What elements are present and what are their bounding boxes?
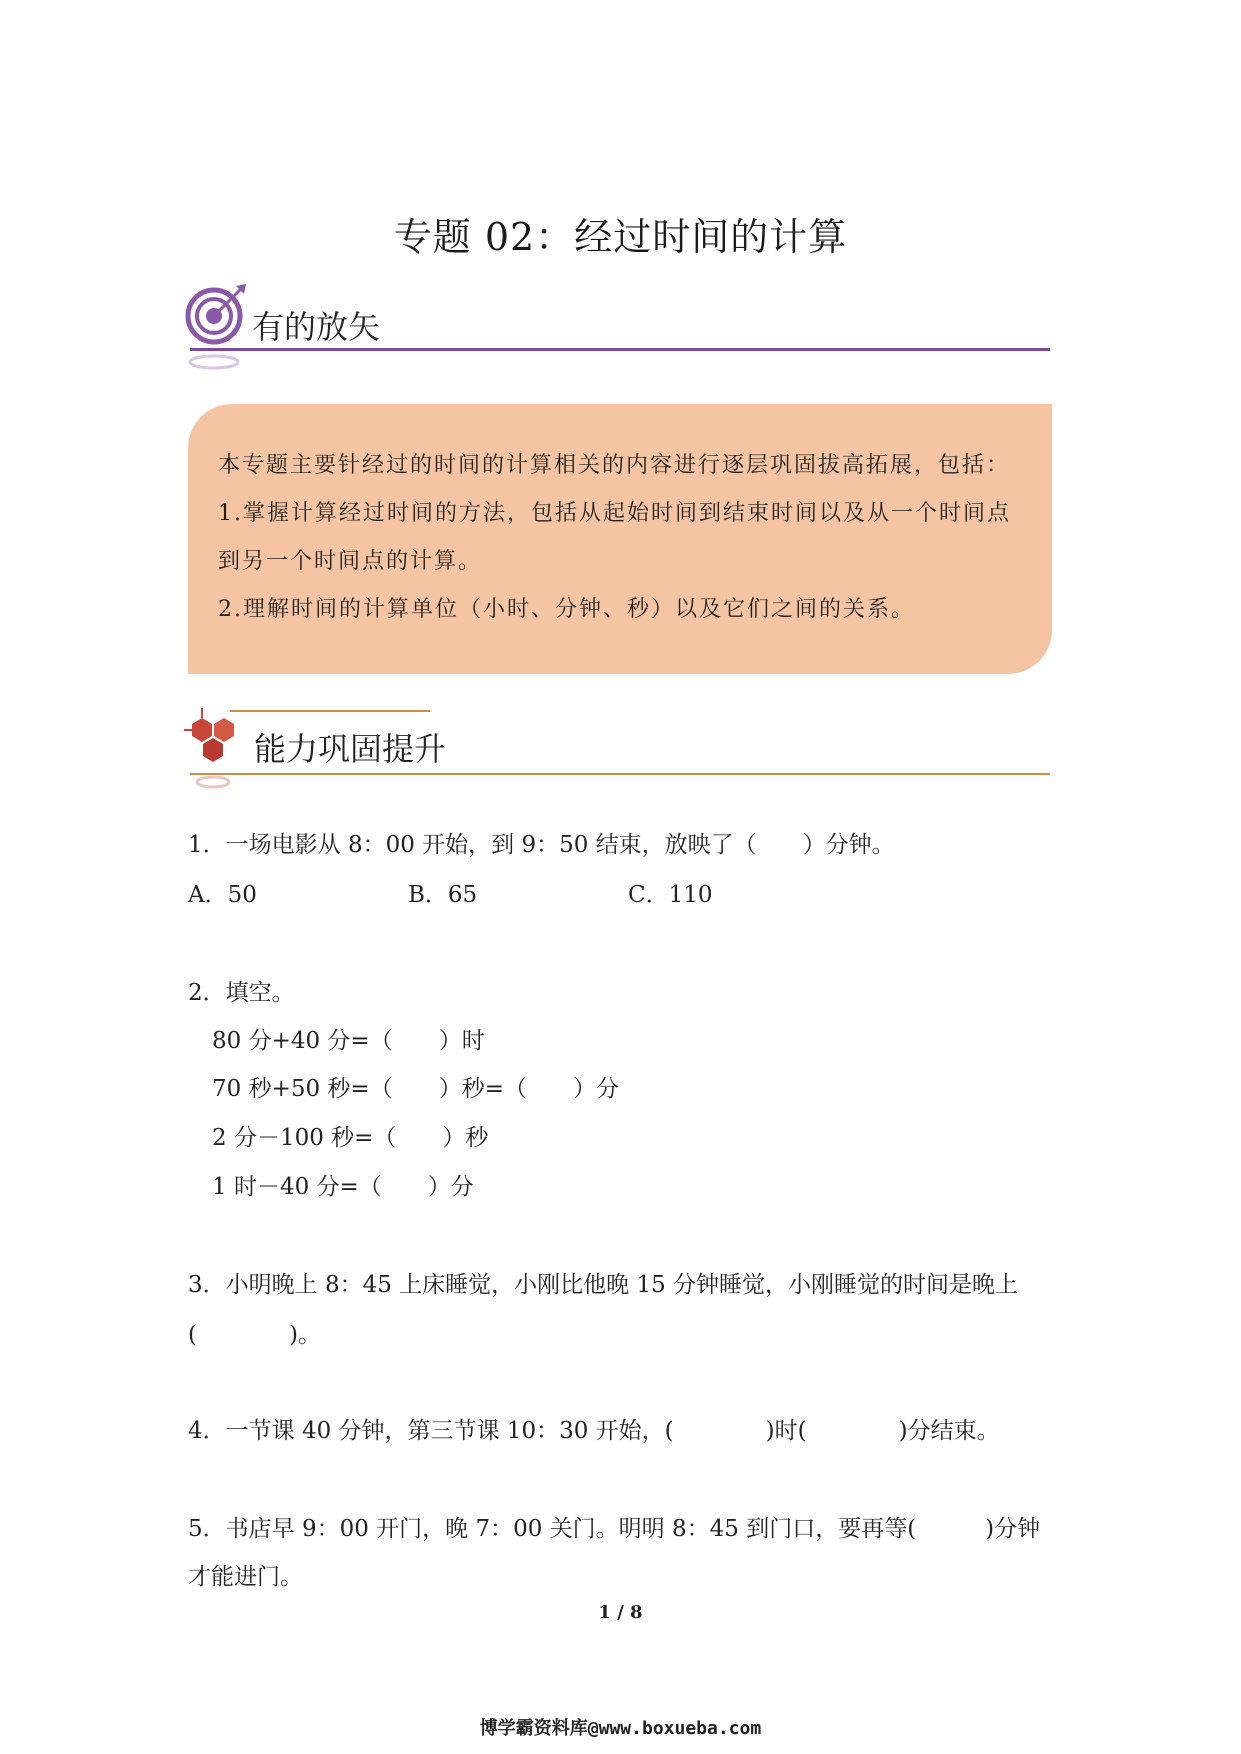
option-b: B．65 bbox=[408, 882, 478, 908]
question-3-cont: ( )。 bbox=[188, 1322, 321, 1348]
section-heading: 有的放矢 bbox=[252, 308, 381, 346]
question-2: 2．填空。 bbox=[188, 980, 295, 1006]
intro-line: 2.理解时间的计算单位（小时、分钟、秒）以及它们之间的关系。 bbox=[218, 597, 915, 622]
section-divider bbox=[190, 773, 1050, 775]
section-header-practice bbox=[190, 700, 1050, 790]
fill-item: 2 分－100 秒=（ ）秒 bbox=[212, 1125, 489, 1151]
footer-watermark: 博学霸资料库@www.boxueba.com bbox=[479, 1718, 762, 1739]
question-5: 5．书店早 9：00 开门，晚 7：00 关门。明明 8：45 到门口，要再等( )分钟 bbox=[188, 1516, 1041, 1542]
hexagon-molecule-icon bbox=[182, 700, 248, 790]
section-divider-top bbox=[230, 710, 430, 712]
page-number: 1 / 8 bbox=[598, 1602, 643, 1623]
fill-item: 80 分+40 分=（ ）时 bbox=[212, 1028, 485, 1054]
question-1: 1．一场电影从 8：00 开始，到 9：50 结束，放映了（ ）分钟。 bbox=[188, 832, 895, 858]
question-3: 3．小明晚上 8：45 上床睡觉，小刚比他晚 15 分钟睡觉，小刚睡觉的时间是晚上 bbox=[188, 1272, 1019, 1298]
intro-line: 1.掌握计算经过时间的方法，包括从起始时间到结束时间以及从一个时间点 bbox=[218, 501, 1011, 526]
fill-item: 70 秒+50 秒=（ ）秒=（ ）分 bbox=[212, 1076, 619, 1102]
target-icon bbox=[184, 282, 254, 372]
section-divider bbox=[190, 348, 1050, 351]
intro-box bbox=[188, 404, 1052, 674]
page-title: 专题 02：经过时间的计算 bbox=[393, 215, 848, 259]
section-heading: 能力巩固提升 bbox=[254, 730, 447, 768]
intro-line: 本专题主要针经过的时间的计算相关的内容进行逐层巩固拔高拓展，包括： bbox=[218, 453, 1011, 478]
option-a: A．50 bbox=[188, 882, 257, 908]
section-header-goals bbox=[190, 282, 1050, 362]
question-4: 4．一节课 40 分钟，第三节课 10：30 开始，( )时( )分结束。 bbox=[188, 1418, 1000, 1444]
question-5-cont: 才能进门。 bbox=[188, 1564, 303, 1590]
intro-line: 到另一个时间点的计算。 bbox=[218, 549, 483, 574]
option-c: C．110 bbox=[628, 882, 713, 908]
fill-item: 1 时－40 分=（ ）分 bbox=[212, 1174, 474, 1200]
